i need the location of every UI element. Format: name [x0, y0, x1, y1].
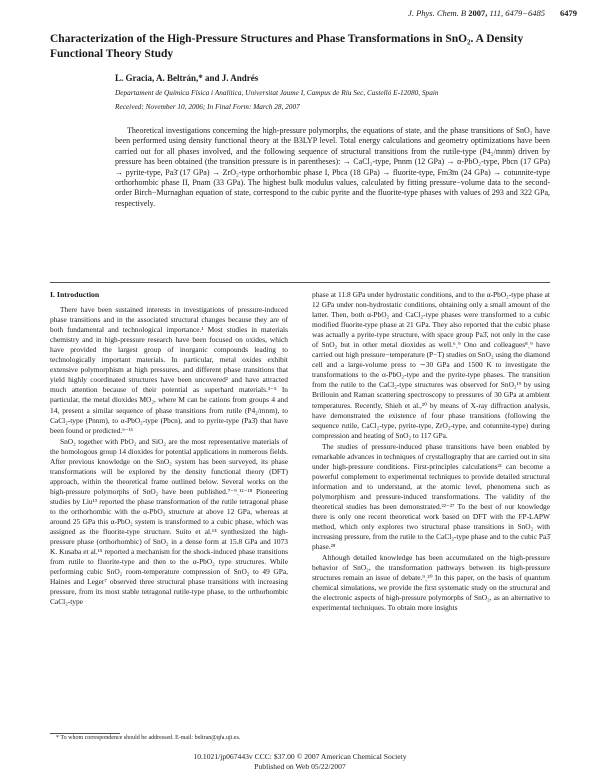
journal-volume: 111,: [489, 8, 504, 18]
doi-line: 10.1021/jp067443v CCC: $37.00 © 2007 American Chemical Society: [193, 752, 407, 761]
page-number: 6479: [560, 8, 577, 18]
paragraph: SnO₂ together with PbO₂ and SiO₂ are the most representative materials of the homologous group 14 dioxides for potential applications in numerous fields. After previous knowledge on the SnO₂ system has been surveyed, its phase transformations will be explored by the density functional theory (DFT) approach, within the theoretical frame outlined below. Several works on the high-pressure polymorphs of SnO₂ have been published.⁷⁻⁹ˎ¹²⁻¹⁸ Pioneering studies by Liu¹³ reported the phase transformation of the rutile tetragonal phase to the orthorhombic with the α-PbO₂ structure at above 12 GPa, whereas at around 25 GPa this α-PbO₂ system is transformed to a cubic phase, which was assigned as the fluorite-type structure. Suito et al.¹⁴ synthesized the high-pressure phase (orthorhombic) of SnO₂ in a dense form at 15.8 GPa and 1073 K. Kusaba et al.¹⁵ reported a mechanism for the shock-induced phase transitions from rutile to fluorite-type and then to the α-PbO₂ type structures. While performing cubic SnO₂ room-temperature compression of SnO₂ to 49 GPa, Haines and Leger⁷ observed three structural phase transitions with increasing pressure, from its most stable tetragonal rutile-type phase, to the orthorhombic CaCl₂-type: [50, 436, 288, 607]
paragraph: phase at 11.8 GPa under hydrostatic conditions, and to the α-PbO₂-type phase at 12 GPa under non-hydrostatic conditions, obtaining only a small amount of the latter. Then, both α-PbO₂ and CaCl₂-type phases were transformed to a cubic modified fluorite-type phase at 21 GPa. They also reported that the cubic phase was actually a pyrite-type structure, with space group Pa3̄, not only in the case of SnO₂ but in other metal dioxides as well.⁶ˎ⁹ Ono and colleagues⁸ˎ⁹ have carried out high pressure−temperature (P−T) studies on SnO₂ using the diamond cell and a large-volume press to ∼30 GPa and 1500 K to investigate the transformations to the α-PbO₂-type and the pyrite-type phases. The transition from the rutile to the CaCl₂-type structures was observed for SnO₂¹⁹ by using Brillouin and Raman scattering spectroscopy to pressures of 30 GPa at ambient temperatures. Recently, Shieh et al.,²⁰ by means of X-ray diffraction analysis, have demonstrated the existence of four phase transitions (following the sequence rutile, CaCl₂-type, pyrite-type, ZrO₂-type, and cotunnite-type) during compression and heating of SnO₂ to 117 GPa.: [312, 290, 550, 440]
journal-pages: 6479−6485: [505, 8, 545, 18]
journal-name: J. Phys. Chem. B: [408, 8, 467, 18]
paragraph: There have been sustained interests in investigations of pressure-induced phase transitions and in the associated structural changes because they are of both fundamental and technological importance.¹ Most studies in materials chemistry and in high-pressure research have been focused on oxides, which have provided the largest group of inorganic compounds leading to technologically important materials. In particular, metal oxides exhibit extensive polymorphism at high pressures, and different phase transitions that yield highly coordinated structures have been uncovered² and have attracted much attention because of their potential as superhard materials.³⁻⁵ In particular, the metal dioxides MO₂, where M can be cations from groups 4 and 14, present a similar sequence of phase transitions from rutile (P4₂/mnm), to CaCl₂-type (Pnnm), to α-PbO₂-type (Pbcn), and to pyrite-type (Pa3̄) that have been found or predicted.⁶⁻¹¹: [50, 305, 288, 435]
page-footer: [0, 752, 600, 771]
abstract: Theoretical investigations concerning the high-pressure polymorphs, the equations of state, and the phase transitions of SnO₂ have been performed using density functional theory at the B3LYP level. Total energy calculations and geometry optimizations have been carried out for all phases involved, and the following sequence of structural transitions from the rutile-type (P4₂/mnm) driven by pressure has been obtained (the transition pressure is in parentheses): → CaCl₂-type, Pnnm (12 GPa) → α-PbO₂-type, Pbcn (17 GPa) → pyrite-type, Pa3̄ (17 GPa) → ZrO₂-type orthorhombic phase I, Pbca (18 GPa) → fluorite-type, Fm3̄m (24 GPa) → cotunnite-type orthorhombic phase II, Pnam (33 GPa). The highest bulk modulus values, calculated by fitting pressure−volume data to the second-order Birch−Murnaghan equation of state, correspond to the cubic pyrite and the fluorite-type phases with values of 293 and 322 GPa, respectively.: [115, 126, 550, 208]
author-list: L. Gracia, A. Beltrán,* and J. Andrés: [115, 73, 259, 83]
article-title: Characterization of the High-Pressure Structures and Phase Transformations in SnO₂. A Density Functional Theory Study: [50, 33, 524, 60]
published-date: Published on Web 05/22/2007: [254, 761, 346, 771]
section-divider: [50, 282, 550, 283]
footnote-divider: [50, 733, 120, 734]
affiliation: Departament de Química Física i Analítica, Universitat Jaume I, Campus de Riu Sec, Castelló E-12080, Spain: [115, 88, 439, 97]
right-column: [312, 290, 550, 615]
left-column: [50, 290, 288, 608]
running-header: [0, 8, 600, 22]
footnote: * To whom correspondence should be addressed. E-mail: beltran@qfa.uji.es.: [56, 735, 241, 741]
journal-citation: [408, 8, 545, 18]
received-dates: Received: November 10, 2006; In Final Form: March 28, 2007: [115, 102, 300, 111]
paragraph: Although detailed knowledge has been accumulated on the high-pressure behavior of SnO₂, the transformation pathways between its high-pressure structures remain an issue of debate.⁹ˎ²⁰ In this paper, on the basis of quantum chemical simulations, we provide the first systematic study on the structural and the electronic aspects of high-pressure polymorphs of SnO₂, as an alternative to experimental techniques. To obtain more insights: [312, 553, 550, 613]
paragraph: The studies of pressure-induced phase transitions have been enabled by remarkable advances in techniques of crystallography that are carried out in situ under high-pressure conditions. First-principles calculations²¹ can become a powerful complement to experimental techniques to provide detailed structural information and to understand, at the atomic level, phenomena such as polymorphism and pressure-induced transformations. The validity of the theoretical studies has been demonstrated.²²⁻²⁷ To the best of our knowledge there is only one recent theoretical work based on DFT with the FP-LAPW method, which only explores two structural phase transitions in SnO₂ with increasing pressure, from the rutile to the CaCl₂-type phase and to the cubic Pa3̄ phase.²⁸: [312, 441, 550, 552]
journal-year: 2007,: [468, 8, 488, 18]
section-heading: I. Introduction: [50, 290, 100, 299]
